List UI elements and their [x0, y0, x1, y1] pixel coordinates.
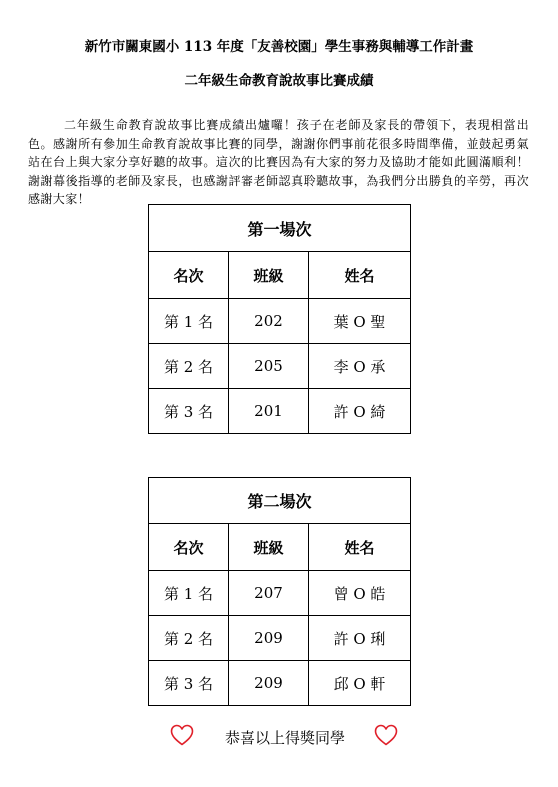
name-cell: 許 O 琍	[309, 616, 411, 661]
rank-cell: 第 3 名	[149, 661, 229, 706]
class-cell: 202	[229, 299, 309, 344]
table-row	[149, 571, 411, 616]
class-cell: 209	[229, 661, 309, 706]
rank-cell: 第 1 名	[149, 299, 229, 344]
rank-cell: 第 1 名	[149, 571, 229, 616]
intro-paragraph: 二年級生命教育說故事比賽成績出爐囉！孩子在老師及家長的帶領下，表現相當出色。感謝所有參加生命教育說故事比賽的同學，謝謝你們事前花很多時間準備，並鼓起勇氣站在台上與大家分享好聽的故事。這次的比賽因為有大家的努力及協助才能如此圓滿順利！謝謝幕後指導的老師及家長，也感謝評審老師認真聆聽故事，為我們分出勝負的辛勞，再次感謝大家！	[28, 118, 529, 206]
round-title-row	[149, 478, 411, 524]
column-header-row	[149, 524, 411, 571]
congrats-text: 恭喜以上得獎同學	[224, 729, 345, 747]
table-row	[149, 299, 411, 344]
table-row	[149, 344, 411, 389]
rank-cell: 第 3 名	[149, 389, 229, 434]
table-row	[149, 616, 411, 661]
round-title: 第一場次	[149, 205, 411, 252]
name-column-header: 姓名	[309, 524, 411, 571]
heart-icon	[374, 724, 398, 746]
round-title: 第二場次	[149, 478, 411, 524]
rank-column-header: 名次	[149, 252, 229, 299]
column-header-row	[149, 252, 411, 299]
round-2-results-table	[148, 477, 411, 706]
rank-cell: 第 2 名	[149, 344, 229, 389]
table-row	[149, 661, 411, 706]
table-row	[149, 389, 411, 434]
name-cell: 許 O 綺	[309, 389, 411, 434]
class-cell: 201	[229, 389, 309, 434]
name-cell: 葉 O 聖	[309, 299, 411, 344]
class-column-header: 班級	[229, 252, 309, 299]
name-cell: 邱 O 軒	[309, 661, 411, 706]
class-cell: 209	[229, 616, 309, 661]
heart-icon	[170, 724, 194, 746]
name-cell: 曾 O 皓	[309, 571, 411, 616]
name-column-header: 姓名	[309, 252, 411, 299]
rank-cell: 第 2 名	[149, 616, 229, 661]
class-cell: 205	[229, 344, 309, 389]
congrats-footer	[0, 722, 558, 752]
rank-column-header: 名次	[149, 524, 229, 571]
name-cell: 李 O 承	[309, 344, 411, 389]
round-1-results-table	[148, 204, 411, 434]
document-title: 新竹市關東國小 113 年度「友善校園」學生事務與輔導工作計畫	[84, 39, 474, 55]
round-title-row	[149, 205, 411, 252]
class-column-header: 班級	[229, 524, 309, 571]
class-cell: 207	[229, 571, 309, 616]
document-subtitle: 二年級生命教育說故事比賽成績	[184, 73, 374, 89]
